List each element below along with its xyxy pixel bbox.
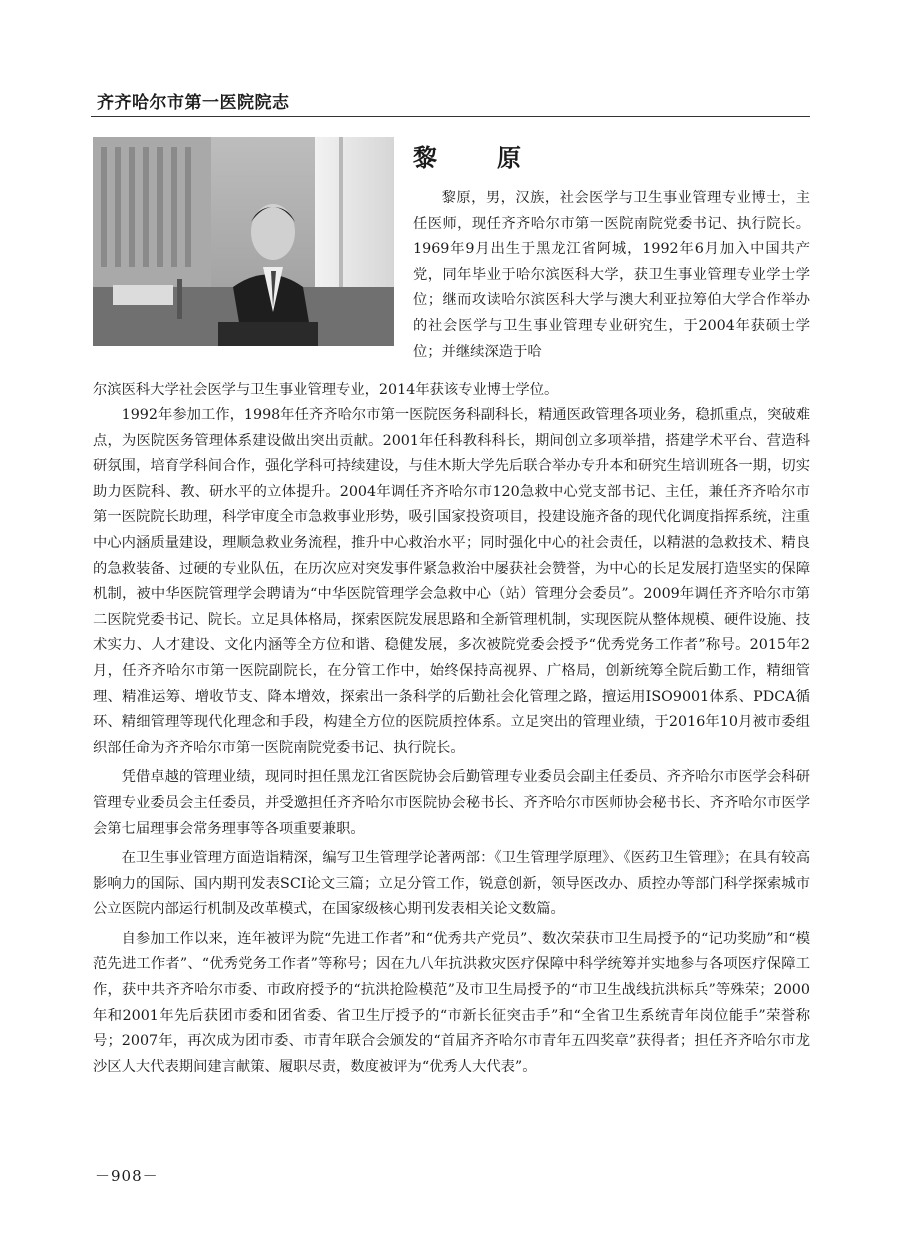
- profile-intro: [413, 186, 810, 365]
- body-paragraph-positions: 凭借卓越的管理业绩，现同时担任黑龙江省医院协会后勤管理专业委员会副主任委员、齐齐哈尔市医学会科研管理专业委员会主任委员，并受邀担任齐齐哈尔市医院协会秘书长、齐齐哈尔市医师协会秘书长、齐齐哈尔市医学会第七届理事会常务理事等各项重要兼职。: [93, 769, 810, 837]
- portrait-photo: [93, 137, 394, 346]
- body-paragraph-career: 1992年参加工作，1998年任齐齐哈尔市第一医院医务科副科长，精通医政管理各项业务，稳抓重点，突破难点，为医院医务管理体系建设做出突出贡献。2001年任科教科科长，期间创立多项举措，搭建学术平台、营造科研氛围，培育学科间合作，强化学科可持续建设，与佳木斯大学先后联合举办专升本和研究生培训班各一期，切实助力医院科、教、研水平的立体提升。2004年调任齐齐哈尔市120急救中心党支部书记、主任，兼任齐齐哈尔市第一医院院长助理，科学审度全市急救事业形势，吸引国家投资项目，投建设施齐备的现代化调度指挥系统，注重中心内涵质量建设，理顺急救业务流程，推升中心救治水平；同时强化中心的社会责任，以精湛的急救技术、精良的急救装备、过硬的专业队伍，在历次应对突发事件紧急救治中屡获社会赞誉，为中心的长足发展打造坚实的保障机制，被中华医院管理学会聘请为“中华医院管理学会急救中心（站）管理分会委员”。2009年调任齐齐哈尔市第二医院党委书记、院长。立足具体格局，探索医院发展思路和全新管理机制，实现医院从整体规模、硬件设施、技术实力、人才建设、文化内涵等全方位和谐、稳健发展，多次被院党委会授予“优秀党务工作者”称号。2015年2月，任齐齐哈尔市第一医院副院长，在分管工作中，始终保持高视界、广格局，创新统筹全院后勤工作，精细管理、精准运筹、增收节支、降本增效，探索出一条科学的后勤社会化管理之路，擅运用ISO9001体系、PDCA循环、精细管理等现代化理念和手段，构建全方位的医院质控体系。立足突出的管理业绩，于2016年10月被市委组织部任命为齐齐哈尔市第一医院南院党委书记、执行院长。: [93, 407, 810, 756]
- intro-paragraph: 黎原，男，汉族，社会医学与卫生事业管理专业博士，主任医师，现任齐齐哈尔市第一医院南院党委书记、执行院长。1969年9月出生于黑龙江省阿城，1992年6月加入中国共产党，同年毕业于哈尔滨医科大学，获卫生事业管理专业学士学位；继而攻读哈尔滨医科大学与澳大利亚拉筹伯大学合作举办的社会医学与卫生事业管理专业研究生，于2004年获硕士学位；并继续深造于哈: [413, 190, 810, 360]
- intro-paragraph-tail: 尔滨医科大学社会医学与卫生事业管理专业，2014年获该专业博士学位。: [93, 382, 559, 398]
- body-paragraph-publications: 在卫生事业管理方面造诣精深，编写卫生管理学论著两部：《卫生管理学原理》、《医药卫生管理》；在具有较高影响力的国际、国内期刊发表SCI论文三篇；立足分管工作，锐意创新，领导医改办、质控办等部门科学探索城市公立医院内部运行机制及改革模式，在国家级核心期刊发表相关论文数篇。: [93, 850, 810, 918]
- header-divider: [91, 116, 810, 117]
- body-paragraph-honors: 自参加工作以来，连年被评为院“先进工作者”和“优秀共产党员”、数次荣获市卫生局授予的“记功奖励”和“模范先进工作者”、“优秀党务工作者”等称号；因在九八年抗洪救灾医疗保障中科学统筹并实地参与各项医疗保障工作，获中共齐齐哈尔市委、市政府授予的“抗洪抢险模范”及市卫生局授予的“市卫生战线抗洪标兵”等殊荣；2000年和2001年先后获团市委和团省委、省卫生厅授予的“市新长征突击手”和“全省卫生系统青年岗位能手”荣誉称号；2007年，再次成为团市委、市青年联合会颁发的“首届齐齐哈尔市青年五四奖章”获得者；担任齐齐哈尔市龙沙区人大代表期间建言献策、履职尽责，数度被评为“优秀人大代表”。: [93, 930, 810, 1075]
- profile-name: 黎 原: [413, 143, 539, 172]
- profile-intro-continuation: [93, 378, 810, 404]
- running-header-title: 齐齐哈尔市第一医院院志: [97, 93, 290, 113]
- biography-body: [93, 403, 810, 1084]
- page-number: －908－: [95, 1167, 159, 1185]
